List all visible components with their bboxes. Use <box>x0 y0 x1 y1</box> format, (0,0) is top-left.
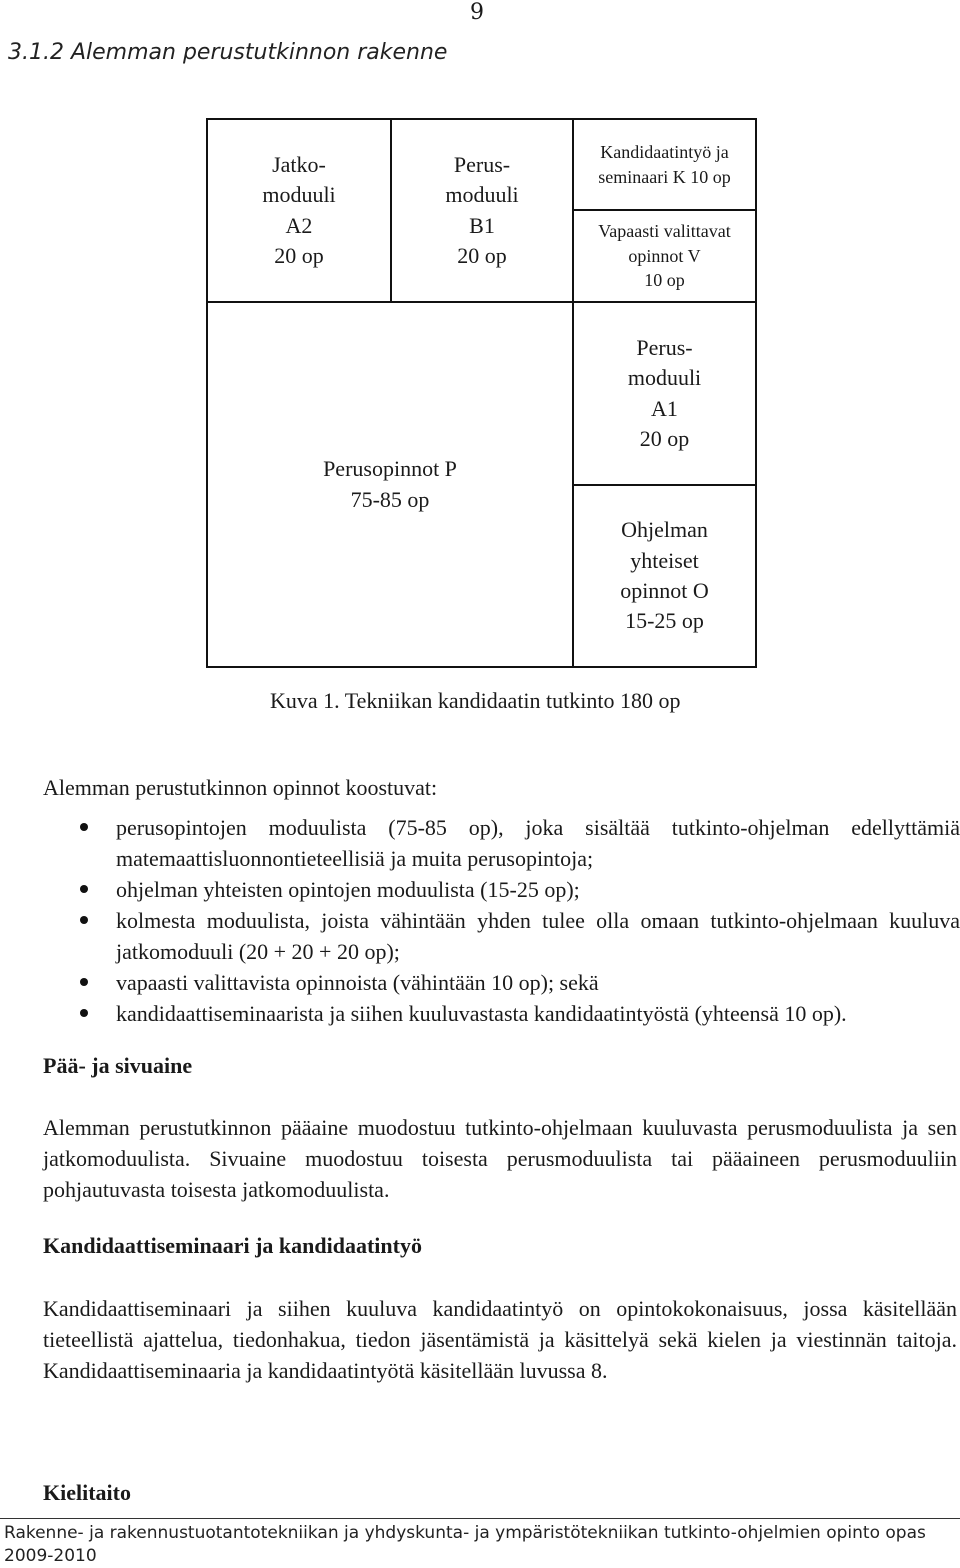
figure-caption: Kuva 1. Tekniikan kandidaatin tutkinto 180 op <box>270 688 681 713</box>
cell-perusopinnot: Perusopinnot P 75-85 op <box>206 301 574 668</box>
list-item: vapaasti valittavista opinnoista (vähintään 10 op); sekä <box>80 967 960 998</box>
heading-paa-ja-sivuaine: Pää- ja sivuaine <box>43 1053 193 1078</box>
list-item: kolmesta moduulista, joista vähintään yhden tulee olla omaan tutkinto-ohjelmaan kuuluva jatkomoduuli (20 + 20 + 20 op); <box>80 905 960 967</box>
bullet-list <box>80 812 960 1029</box>
cell-perusmoduuli-b1: Perus- moduuli B1 20 op <box>390 118 574 303</box>
degree-structure-diagram <box>206 118 757 668</box>
heading-kandidaattiseminaari: Kandidaattiseminaari ja kandidaatintyö <box>43 1233 422 1258</box>
list-item: kandidaattiseminaarista ja siihen kuuluvastasta kandidaatintyöstä (yhteensä 10 op). <box>80 998 960 1029</box>
cell-ohjelman-yhteiset: Ohjelman yhteiset opinnot O 15-25 op <box>572 484 757 668</box>
cell-jatkomoduuli-a2: Jatko- moduuli A2 20 op <box>206 118 392 303</box>
paragraph-paa-ja-sivuaine: Alemman perustutkinnon pääaine muodostuu tutkinto-ohjelmaan kuuluvasta perusmoduulista ja sen jatkomoduulista. Sivuaine muodostuu toisesta perusmoduulista tai pääaineen perusmoduuliin pohjautuvasta toisesta jatkomoduulista. <box>43 1115 957 1202</box>
paragraph-kandidaattiseminaari: Kandidaattiseminaari ja siihen kuuluva kandidaatintyö on opintokokonaisuus, jossa käsitellään tieteellistä ajattelua, tiedonhakua, tiedon jäsentämistä ja käsittelyä sekä kielen ja viestinnän taitoja. Kandidaattiseminaaria ja kandidaatintyötä käsitellään luvussa 8. <box>43 1296 957 1383</box>
cell-kandidaatintyo: Kandidaatintyö ja seminaari K 10 op <box>572 118 757 211</box>
intro-text: Alemman perustutkinnon opinnot koostuvat: <box>43 775 438 800</box>
footer-divider <box>0 1518 960 1519</box>
section-heading: 3.1.2 Alemman perustutkinnon rakenne <box>8 40 448 65</box>
cell-perusmoduuli-a1: Perus- moduuli A1 20 op <box>572 301 757 486</box>
page-footer: Rakenne- ja rakennustuotantotekniikan ja yhdyskunta- ja ympäristötekniikan tutkinto-ohjelmien opinto opas 2009-2010 <box>4 1523 926 1566</box>
list-item: perusopintojen moduulista (75-85 op), joka sisältää tutkinto-ohjelman edellyttämiä matemaattisluonnontieteellisiä ja muita perusopintoja; <box>80 812 960 874</box>
page-number: 9 <box>470 0 484 25</box>
cell-vapaasti-valittavat: Vapaasti valittavat opinnot V 10 op <box>572 209 757 303</box>
heading-kielitaito: Kielitaito <box>43 1480 131 1505</box>
list-item: ohjelman yhteisten opintojen moduulista (15-25 op); <box>80 874 960 905</box>
